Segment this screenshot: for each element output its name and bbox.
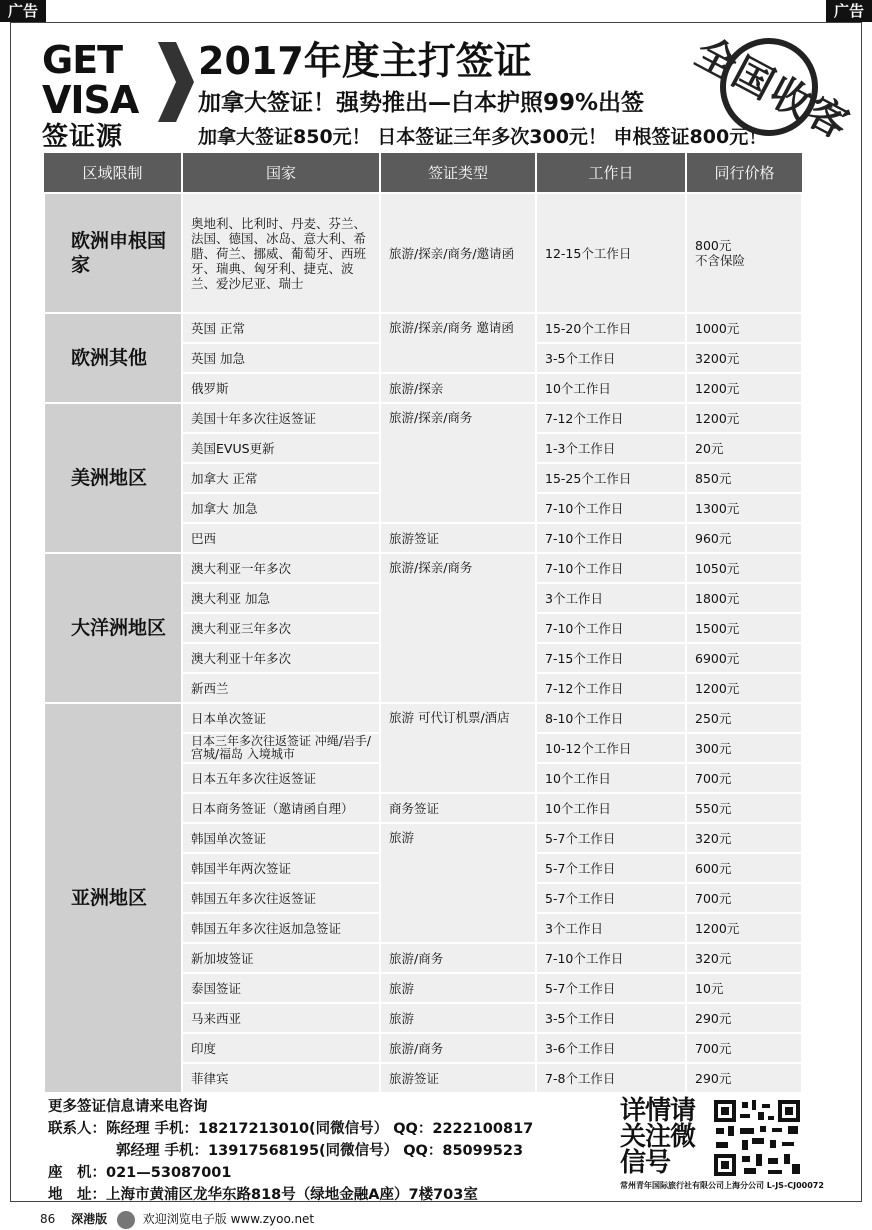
price-cell: 600元 — [686, 853, 802, 883]
country-cell: 新加坡签证 — [182, 943, 380, 973]
edition-logo-icon — [117, 1211, 135, 1229]
header-region: 区域限制 — [44, 153, 182, 193]
country-cell: 英国 加急 — [182, 343, 380, 373]
country-cell: 日本三年多次往返签证 冲绳/岩手/宫城/福岛 入境城市 — [182, 733, 380, 763]
table-row — [44, 313, 802, 343]
logo-arrow-icon — [154, 42, 194, 122]
country-cell: 澳大利亚 加急 — [182, 583, 380, 613]
country-cell: 泰国签证 — [182, 973, 380, 1003]
days-cell: 12-15个工作日 — [536, 193, 686, 313]
price-cell: 6900元 — [686, 643, 802, 673]
table-row — [44, 703, 802, 733]
country-cell: 俄罗斯 — [182, 373, 380, 403]
country-cell: 印度 — [182, 1033, 380, 1063]
days-cell: 8-10个工作日 — [536, 703, 686, 733]
country-cell: 美国EVUS更新 — [182, 433, 380, 463]
region-cell: 欧洲其他 — [44, 313, 182, 403]
region-cell: 美洲地区 — [44, 403, 182, 553]
days-cell: 3-5个工作日 — [536, 343, 686, 373]
type-cell: 旅游 — [380, 1003, 536, 1033]
days-cell: 7-12个工作日 — [536, 403, 686, 433]
type-cell: 旅游签证 — [380, 523, 536, 553]
type-cell: 旅游/探亲/商务 — [380, 553, 536, 703]
contact-guo: 郭经理 手机：13917568195(同微信号） QQ：85099523 — [116, 1143, 524, 1159]
page-footer — [40, 1208, 314, 1230]
contact-chen: 联系人：陈经理 手机：18217213010(同微信号） QQ：2222100817 — [48, 1121, 534, 1137]
days-cell: 10-12个工作日 — [536, 733, 686, 763]
ad-label-right: 广告 — [826, 0, 872, 22]
price-cell: 1000元 — [686, 313, 802, 343]
country-cell: 澳大利亚十年多次 — [182, 643, 380, 673]
header-type: 签证类型 — [380, 153, 536, 193]
type-cell: 旅游/商务 — [380, 943, 536, 973]
days-cell: 3-5个工作日 — [536, 1003, 686, 1033]
table-header-row — [44, 153, 802, 193]
days-cell: 7-10个工作日 — [536, 613, 686, 643]
page-title: 2017年度主打签证 — [198, 39, 532, 83]
days-cell: 10个工作日 — [536, 793, 686, 823]
table-row — [44, 403, 802, 433]
type-cell: 商务签证 — [380, 793, 536, 823]
country-cell: 日本五年多次往返签证 — [182, 763, 380, 793]
stamp-text: 全国收客 — [687, 29, 858, 149]
welcome-text: 欢迎浏览电子版 www.zyoo.net — [142, 1212, 315, 1226]
days-cell: 10个工作日 — [536, 373, 686, 403]
contact-landline: 座 机：021—53087001 — [48, 1165, 232, 1181]
table-row — [44, 553, 802, 583]
days-cell: 15-20个工作日 — [536, 313, 686, 343]
country-cell: 澳大利亚一年多次 — [182, 553, 380, 583]
type-cell: 旅游 — [380, 973, 536, 1003]
visa-price-table — [43, 153, 803, 1094]
contact-address: 地 址：上海市黄浦区龙华东路818号（绿地金融A座）7楼703室 — [48, 1187, 478, 1203]
days-cell: 7-10个工作日 — [536, 493, 686, 523]
country-cell: 美国十年多次往返签证 — [182, 403, 380, 433]
table-row — [44, 193, 802, 313]
price-cell: 320元 — [686, 823, 802, 853]
days-cell: 7-15个工作日 — [536, 643, 686, 673]
days-cell: 10个工作日 — [536, 763, 686, 793]
price-note: 不含保险 — [695, 253, 746, 268]
days-cell: 5-7个工作日 — [536, 973, 686, 1003]
contact-info — [48, 1096, 533, 1206]
header-price: 同行价格 — [686, 153, 802, 193]
price-cell: 550元 — [686, 793, 802, 823]
header-country: 国家 — [182, 153, 380, 193]
days-cell: 3个工作日 — [536, 913, 686, 943]
country-cell: 英国 正常 — [182, 313, 380, 343]
nationwide-stamp — [687, 20, 858, 149]
days-cell: 7-10个工作日 — [536, 943, 686, 973]
price-cell: 1200元 — [686, 913, 802, 943]
price-cell: 1200元 — [686, 403, 802, 433]
days-cell: 7-8个工作日 — [536, 1063, 686, 1093]
days-cell: 15-25个工作日 — [536, 463, 686, 493]
country-cell: 奥地利、比利时、丹麦、芬兰、法国、德国、冰岛、意大利、希腊、荷兰、挪威、葡萄牙、西班牙、瑞典、匈牙利、捷克、波兰、爱沙尼亚、瑞士 — [182, 193, 380, 313]
price-cell: 300元 — [686, 733, 802, 763]
contact-intro: 更多签证信息请来电咨询 — [48, 1099, 208, 1115]
price-cell: 700元 — [686, 883, 802, 913]
price-cell: 20元 — [686, 433, 802, 463]
price-cell: 1800元 — [686, 583, 802, 613]
region-cell: 欧洲申根国家 — [44, 193, 182, 313]
price-cell: 960元 — [686, 523, 802, 553]
type-cell: 旅游/探亲 — [380, 373, 536, 403]
country-cell: 日本单次签证 — [182, 703, 380, 733]
price-cell — [686, 193, 802, 313]
page-number: 86 — [40, 1212, 56, 1226]
logo-get: GET — [42, 38, 123, 82]
qr-code-icon — [712, 1098, 802, 1178]
wechat-follow-text: 详情请关注微信号 — [620, 1096, 696, 1178]
type-cell: 旅游/探亲/商务 邀请函 — [380, 313, 536, 373]
type-cell: 旅游/探亲/商务/邀请函 — [380, 193, 536, 313]
country-cell: 日本商务签证（邀请函自理） — [182, 793, 380, 823]
price-cell: 1200元 — [686, 373, 802, 403]
country-cell: 加拿大 加急 — [182, 493, 380, 523]
country-cell: 巴西 — [182, 523, 380, 553]
price-cell: 1300元 — [686, 493, 802, 523]
country-cell: 韩国单次签证 — [182, 823, 380, 853]
getvisa-logo — [42, 40, 192, 152]
headline-1: 加拿大签证！强势推出—白本护照99%出签 — [198, 90, 645, 116]
price-cell: 700元 — [686, 763, 802, 793]
type-cell: 旅游 — [380, 823, 536, 943]
price-cell: 1500元 — [686, 613, 802, 643]
region-cell: 亚洲地区 — [44, 703, 182, 1093]
type-cell: 旅游签证 — [380, 1063, 536, 1093]
price-cell: 290元 — [686, 1063, 802, 1093]
price-cell: 850元 — [686, 463, 802, 493]
country-cell: 韩国半年两次签证 — [182, 853, 380, 883]
days-cell: 5-7个工作日 — [536, 883, 686, 913]
days-cell: 3个工作日 — [536, 583, 686, 613]
type-cell: 旅游/商务 — [380, 1033, 536, 1063]
type-cell: 旅游 可代订机票/酒店 — [380, 703, 536, 793]
price-cell: 10元 — [686, 973, 802, 1003]
days-cell: 7-10个工作日 — [536, 553, 686, 583]
headline-2: 加拿大签证850元！ 日本签证三年多次300元！ 申根签证800元！ — [198, 126, 768, 148]
price-cell: 320元 — [686, 943, 802, 973]
header-days: 工作日 — [536, 153, 686, 193]
price-value: 800元 — [695, 238, 732, 253]
edition-label: 深港版 — [71, 1212, 108, 1226]
price-cell: 1200元 — [686, 673, 802, 703]
country-cell: 加拿大 正常 — [182, 463, 380, 493]
days-cell: 7-10个工作日 — [536, 523, 686, 553]
company-license: 常州青年国际旅行社有限公司上海分公司 L-JS-CJ00072 — [620, 1181, 824, 1190]
days-cell: 1-3个工作日 — [536, 433, 686, 463]
country-cell: 韩国五年多次往返签证 — [182, 883, 380, 913]
price-cell: 3200元 — [686, 343, 802, 373]
days-cell: 3-6个工作日 — [536, 1033, 686, 1063]
logo-cn: 签证源 — [42, 122, 124, 152]
country-cell: 菲律宾 — [182, 1063, 380, 1093]
region-cell: 大洋洲地区 — [44, 553, 182, 703]
ad-label-left: 广告 — [0, 0, 46, 22]
days-cell: 7-12个工作日 — [536, 673, 686, 703]
price-cell: 250元 — [686, 703, 802, 733]
type-cell: 旅游/探亲/商务 — [380, 403, 536, 523]
price-cell: 700元 — [686, 1033, 802, 1063]
country-cell: 澳大利亚三年多次 — [182, 613, 380, 643]
logo-visa: VISA — [42, 78, 139, 122]
price-cell: 290元 — [686, 1003, 802, 1033]
days-cell: 5-7个工作日 — [536, 823, 686, 853]
country-cell: 韩国五年多次往返加急签证 — [182, 913, 380, 943]
price-cell: 1050元 — [686, 553, 802, 583]
days-cell: 5-7个工作日 — [536, 853, 686, 883]
country-cell: 新西兰 — [182, 673, 380, 703]
country-cell: 马来西亚 — [182, 1003, 380, 1033]
